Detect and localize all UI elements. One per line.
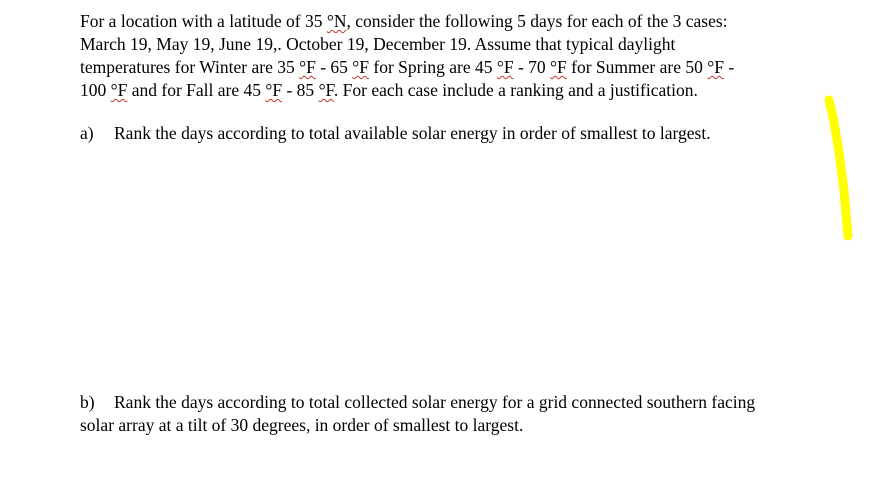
intro-text: 100 (80, 80, 111, 100)
question-b-line-2: solar array at a tilt of 30 degrees, in order of smallest to largest. (80, 415, 524, 435)
intro-text: for Summer are 50 (566, 57, 708, 77)
unit-fahrenheit: °F (318, 80, 334, 100)
intro-line-1 (80, 10, 870, 33)
intro-text: and for Fall are 45 (127, 80, 266, 100)
question-b-label: b) (80, 392, 95, 412)
unit-fahrenheit: °F (352, 57, 370, 77)
intro-line-4 (80, 79, 870, 102)
intro-text: , consider the following 5 days for each of the 3 cases: (346, 11, 728, 31)
question-b (80, 391, 870, 437)
intro-text: temperatures for Winter are 35 (80, 57, 300, 77)
highlighter-path (829, 100, 848, 236)
question-a-text: Rank the days according to total available solar energy in order of smallest to largest. (114, 123, 711, 143)
question-b-text-1: Rank the days according to total collected solar energy for a grid connected southern facing (114, 392, 756, 412)
intro-text: For a location with a latitude of 35 (80, 11, 327, 31)
unit-latitude: °N (326, 11, 347, 31)
unit-fahrenheit: °F (265, 80, 283, 100)
unit-fahrenheit: °F (110, 80, 128, 100)
intro-text: for Spring are 45 (369, 57, 497, 77)
unit-fahrenheit: °F (496, 57, 514, 77)
intro-text: - 85 (282, 80, 319, 100)
problem-intro (80, 10, 870, 102)
question-a-label: a) (80, 123, 94, 143)
unit-fahrenheit: °F (707, 57, 724, 77)
intro-text: - 65 (315, 57, 353, 77)
question-b-line-1 (80, 391, 870, 414)
unit-fahrenheit: °F (299, 57, 316, 77)
question-a (80, 122, 870, 145)
question-a-line (80, 122, 870, 145)
intro-text: - 70 (513, 57, 551, 77)
intro-text: - (723, 57, 735, 77)
intro-line-3 (80, 56, 870, 79)
intro-text: . For each case include a ranking and a justification. (333, 80, 698, 100)
unit-fahrenheit: °F (550, 57, 567, 77)
intro-line-2: March 19, May 19, June 19,. October 19, December 19. Assume that typical daylight (80, 34, 676, 54)
